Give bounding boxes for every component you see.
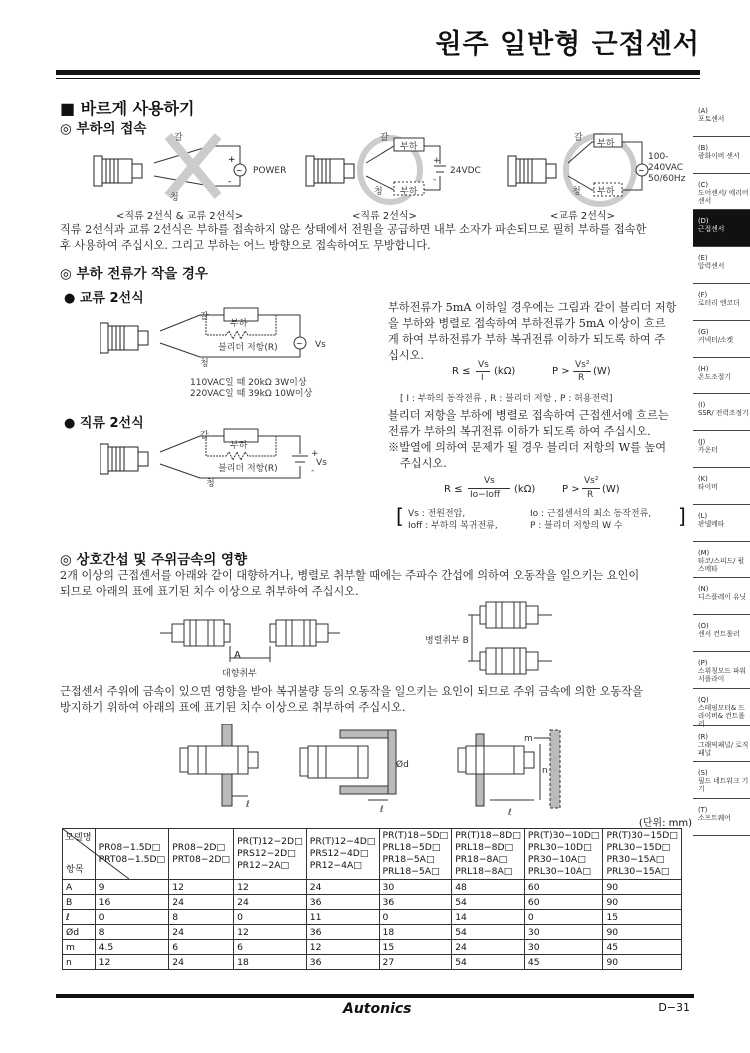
table-cell: 12	[234, 925, 307, 940]
sidebar-tab[interactable]	[693, 137, 750, 174]
dc-legend-bracket-right: ]	[678, 504, 686, 528]
dc-para-3: ※발열에 의하여 문제가 될 경우 블리더 저항의 W를 높여	[388, 441, 667, 454]
sidebar-tab[interactable]	[693, 762, 750, 799]
load-connection-heading: ◎ 부하의 접속	[60, 121, 147, 137]
table-cell: 54	[452, 955, 525, 970]
ac-2wire-heading: ● 교류 2선식	[64, 291, 144, 306]
sidebar-tab-label: 로터리 엔코더	[698, 298, 740, 307]
dc-legend-1a: Vs : 전원전압,	[408, 509, 466, 519]
load-conn-para-1: 직류 2선식과 교류 2선식은 부하를 접속하지 않은 상태에서 전원을 공급하면 내부 소자가 파손되므로 필히 부하를 접속한	[60, 223, 647, 236]
interference-para-1: 2개 이상의 근접센서를 아래와 같이 대향하거나, 병렬로 취부할 때에는 주파수 간섭에 의하여 오동작을 일으키는 요인이	[60, 569, 640, 582]
svg-text:~: ~	[296, 339, 303, 348]
table-cell: 54	[452, 925, 525, 940]
sidebar-tab-code: (G)	[698, 327, 709, 336]
model-name: PR18−8A□	[455, 854, 508, 865]
label-parallel-b: 병렬취부 B	[425, 636, 469, 646]
metal-d3-m-label: m	[524, 734, 533, 744]
table-cell: 15	[379, 940, 452, 955]
ac-para-3: 게 하여 부하전류가 부하 복귀전류 이하가 되도록 하여 주	[388, 333, 666, 346]
row-label: B	[63, 895, 96, 910]
dc-formula2-num: Vs²	[584, 476, 599, 486]
model-header-cell	[603, 829, 682, 880]
ac-formula2-bar	[573, 371, 591, 372]
metal-d3-n-label: n	[542, 766, 548, 776]
model-header-cell	[379, 829, 452, 880]
d2-brown-label: 갈	[380, 133, 389, 143]
ac-formula1-lhs: R ≤	[452, 366, 471, 377]
sidebar-tab-code: (T)	[698, 806, 708, 815]
sidebar-tab[interactable]	[693, 284, 750, 321]
model-name: PRL30−15A□	[606, 866, 670, 877]
load-conn-para-2: 후 사용하여 주십시오. 그리고 부하는 어느 방향으로 접속하여도 무방합니다.	[60, 239, 431, 252]
dc-formula2-den: R	[587, 490, 594, 500]
footer-rule	[56, 994, 694, 998]
sidebar-tab-label: 스위칭모드 파워서플라이	[698, 666, 747, 683]
ac-formula1-bar	[476, 371, 490, 372]
ac-para-4: 십시오.	[388, 349, 424, 362]
spec-table	[62, 828, 682, 970]
sidebar-tab-label: 타이머	[698, 482, 718, 491]
sidebar-tab-code: (A)	[698, 107, 708, 115]
corner-item-label: 항목	[66, 864, 84, 875]
table-cell: 24	[169, 925, 234, 940]
ac-legend: [ I : 부하의 동작전류 , R : 블리더 저항 , P : 허용전력]	[400, 394, 613, 404]
metal-para-1: 근접센서 주위에 금속이 있으면 영향을 받아 복귀불량 등의 오동작을 일으키는 요인이 되므로 주위 금속에 의한 오동작을	[60, 685, 643, 698]
ac-blue-label: 청	[200, 359, 209, 369]
sidebar-tab[interactable]	[693, 174, 750, 211]
table-cell: 27	[379, 955, 452, 970]
sidebar-tab[interactable]	[693, 100, 750, 137]
model-header-cell	[524, 829, 603, 880]
caption-ac-2wire: <교류 2선식>	[550, 211, 615, 222]
sidebar-tab-code: (L)	[698, 511, 708, 520]
d1-brown-label: 갈	[174, 133, 183, 143]
sidebar-tab-label: 온도조절기	[698, 372, 731, 381]
model-name: PR(T)30−10D□	[527, 830, 600, 841]
dc-formula1-unit: (kΩ)	[514, 484, 536, 495]
d2-blue-label: 청	[374, 187, 383, 197]
ac-load-label: 부하	[230, 319, 248, 329]
sidebar-tab-label: 카운터	[698, 446, 718, 455]
dc-formula2-bar	[582, 488, 600, 489]
sidebar-tab-label: 타코/스피드/ 펄스메타	[698, 556, 745, 573]
dc-blue-label: 청	[206, 479, 215, 489]
ac-formula2-den: R	[578, 373, 585, 383]
model-name: PRS12−4D□	[309, 848, 369, 859]
table-cell: 15	[603, 910, 682, 925]
row-label: n	[63, 955, 96, 970]
sidebar-tab-code: (O)	[698, 622, 709, 631]
table-cell: 48	[452, 880, 525, 895]
table-cell: 6	[169, 940, 234, 955]
d2-load2-label: 부하	[400, 187, 418, 197]
sidebar-tab[interactable]	[693, 468, 750, 505]
table-row	[63, 940, 682, 955]
model-name: PR(T)30−15D□	[606, 830, 678, 841]
dc-2wire-heading: ● 직류 2선식	[64, 416, 144, 431]
ac-formula1-num: Vs	[478, 360, 489, 370]
sidebar-tab-label: 도어센서/ 에리어센서	[698, 188, 749, 205]
model-name: PR(T)12−2D□	[237, 836, 303, 847]
sidebar-tab-code: (P)	[698, 658, 708, 667]
model-name: PRT08−1.5D□	[98, 854, 166, 865]
model-name: PRS12−2D□	[237, 848, 296, 859]
sidebar-tab[interactable]	[693, 726, 750, 763]
sidebar-tab-code: (H)	[698, 364, 709, 373]
title-rule-thin	[56, 78, 700, 79]
table-cell: 0	[379, 910, 452, 925]
d3-load-label: 부하	[597, 139, 615, 149]
model-name: PRL18−8A□	[455, 866, 513, 877]
metal-d3-l-label: ℓ	[508, 808, 512, 818]
table-cell: 18	[379, 925, 452, 940]
dc-legend-2a: Ioff : 부하의 복귀전류,	[408, 521, 498, 531]
svg-text:~: ~	[638, 166, 645, 175]
table-row	[63, 910, 682, 925]
table-row	[63, 880, 682, 895]
table-cell: 36	[379, 895, 452, 910]
table-cell: 9	[95, 880, 169, 895]
dc-bleeder-label: 블리더 저항(R)	[218, 464, 278, 474]
model-name: PRL30−15D□	[606, 842, 671, 853]
table-cell: 36	[306, 895, 379, 910]
dc-load-label: 부하	[230, 441, 248, 451]
small-current-heading: ◎ 부하 전류가 작을 경우	[60, 266, 208, 282]
sidebar-tab-code: (J)	[698, 438, 706, 447]
table-cell: 24	[452, 940, 525, 955]
dc-para-2: 전류가 부하의 복귀전류 이하가 되도록 하여 주십시오.	[388, 425, 651, 438]
sidebar-tab-label: 스테핑모터& 드라이버& 컨트롤러	[698, 703, 745, 728]
sidebar-tab[interactable]	[693, 615, 750, 652]
table-cell: 90	[603, 895, 682, 910]
table-cell: 0	[95, 910, 169, 925]
table-header-row	[63, 829, 682, 880]
table-cell: 8	[95, 925, 169, 940]
model-name: PR(T)12−4D□	[309, 836, 376, 847]
dc-para-4: 주십시오.	[400, 457, 447, 470]
sidebar-tab[interactable]	[693, 505, 750, 542]
table-cell: 12	[169, 880, 234, 895]
table-cell: 12	[234, 880, 307, 895]
dc-formula2-lhs: P >	[562, 484, 580, 495]
table-cell: 45	[603, 940, 682, 955]
ac-bleeder-label: 블리더 저항(R)	[218, 343, 278, 353]
svg-text:+: +	[228, 155, 236, 165]
table-cell: 0	[234, 910, 307, 925]
metal-d1-l-label: ℓ	[246, 800, 250, 810]
model-name: PR(T)18−8D□	[455, 830, 521, 841]
table-unit-label: (단위: mm)	[638, 818, 692, 829]
d1-power-label: POWER	[253, 166, 287, 176]
model-name: PRL30−10A□	[527, 866, 591, 877]
sidebar-tab-code: (S)	[698, 769, 708, 778]
sidebar-tab-code: (E)	[698, 254, 708, 263]
metal-d2-l-label: ℓ	[380, 805, 384, 815]
model-name: PRL18−5D□	[382, 842, 441, 853]
model-name: PR08−2D□	[172, 842, 226, 853]
sidebar-tab-code: (R)	[698, 732, 709, 741]
corner-model-label: 모델명	[64, 832, 92, 843]
row-label: A	[63, 880, 96, 895]
sidebar-tab[interactable]	[693, 321, 750, 358]
table-cell: 0	[524, 910, 603, 925]
sidebar-tab[interactable]	[693, 394, 750, 431]
sidebar-tab-label: 압력센서	[698, 262, 725, 271]
caption-dc-2wire: <직류 2선식>	[352, 211, 417, 222]
ac-formula2-lhs: P >	[552, 366, 570, 377]
table-cell: 12	[95, 955, 169, 970]
sidebar-tab[interactable]	[693, 689, 750, 726]
table-row	[63, 955, 682, 970]
table-row	[63, 895, 682, 910]
metal-d2-d-label: Ød	[396, 760, 409, 770]
dc-legend-bracket-left: [	[396, 504, 404, 528]
table-cell: 12	[306, 940, 379, 955]
table-cell: 36	[306, 925, 379, 940]
d3-vac2: 240VAC	[648, 163, 684, 173]
table-cell: 36	[306, 955, 379, 970]
title-rule	[56, 70, 700, 75]
category-sidebar	[693, 100, 750, 836]
table-cell: 45	[524, 955, 603, 970]
d3-load2-label: 부하	[597, 187, 615, 197]
metal-para-2: 방지하기 위하여 아래의 표에 표기된 치수 이상으로 취부하여 주십시오.	[60, 701, 406, 714]
dc-formula1-lhs: R ≤	[444, 484, 463, 495]
table-cell: 90	[603, 925, 682, 940]
dc-formula1-num: Vs	[484, 476, 495, 486]
ac-note-2: 220VAC일 때 39kΩ 10W이상	[190, 389, 313, 399]
sidebar-tab-label: 판넬메타	[698, 519, 725, 528]
d3-vac1: 100-	[648, 152, 669, 162]
model-name: PRL30−10D□	[527, 842, 592, 853]
table-cell: 30	[524, 940, 603, 955]
table-corner-cell	[63, 829, 96, 880]
table-row	[63, 925, 682, 940]
table-cell: 6	[234, 940, 307, 955]
table-cell: 11	[306, 910, 379, 925]
svg-text:-: -	[228, 177, 232, 187]
d2-minus: -	[433, 175, 437, 185]
model-header-cell	[234, 829, 307, 880]
table-cell: 16	[95, 895, 169, 910]
table-cell: 18	[234, 955, 307, 970]
row-label: Ød	[63, 925, 96, 940]
model-name: PRL18−8D□	[455, 842, 514, 853]
sidebar-tab-label: 소프트웨어	[698, 814, 731, 823]
table-cell: 24	[169, 895, 234, 910]
load-connection-diagrams	[60, 126, 690, 218]
table-cell: 90	[603, 880, 682, 895]
ac-bleeder-diagram	[100, 305, 330, 365]
model-name: PR30−10A□	[527, 854, 586, 865]
sidebar-tab[interactable]	[693, 358, 750, 395]
dc-para-1: 블리더 저항을 부하에 병렬로 접속하여 근접센서에 흐르는	[388, 409, 669, 422]
dc-plus: +	[311, 449, 319, 459]
table-cell: 54	[452, 895, 525, 910]
ac-para-1: 부하전류가 5mA 이하일 경우에는 그림과 같이 블리더 저항	[388, 301, 677, 314]
sidebar-tab-label: 광화이버 센서	[698, 151, 740, 160]
dc-formula2-unit: (W)	[602, 484, 620, 495]
sidebar-tab[interactable]	[693, 431, 750, 468]
table-cell: 24	[306, 880, 379, 895]
ac-para-2: 을 부하와 병렬로 접속하여 부하전류가 5mA 이상이 흐르	[388, 317, 666, 330]
sidebar-tab-label: 근접센서	[698, 225, 725, 234]
sidebar-tab-label: 디스플레이 유닛	[698, 593, 747, 602]
sidebar-tab[interactable]	[693, 542, 750, 579]
sidebar-tab-label: 그래픽패널/ 로직패널	[698, 740, 749, 757]
sidebar-tab-code: (M)	[698, 548, 710, 557]
table-cell: 60	[524, 895, 603, 910]
sidebar-tab-code: (F)	[698, 290, 708, 299]
ac-formula2-unit: (W)	[593, 366, 611, 377]
model-name: PR18−5A□	[382, 854, 435, 865]
sidebar-tab-label: 센서 컨트롤러	[698, 630, 740, 639]
d3-vac3: 50/60Hz	[648, 174, 686, 184]
model-name: PRL18−5A□	[382, 866, 440, 877]
dc-legend-1b: Io : 근접센서의 최소 동작전류,	[530, 509, 652, 519]
sidebar-tab-code: (K)	[698, 474, 708, 483]
sidebar-tab[interactable]	[693, 210, 750, 247]
sidebar-tab-label: 필드 네트워크 기기	[698, 777, 749, 794]
model-name: PR12−4A□	[309, 860, 362, 871]
sidebar-tab[interactable]	[693, 652, 750, 689]
model-header-cell	[169, 829, 234, 880]
sidebar-tab[interactable]	[693, 247, 750, 284]
ac-vs-label: Vs	[315, 340, 326, 350]
d2-load-label: 부하	[400, 142, 418, 152]
interference-para-2: 되므로 아래의 표에 표기된 치수 이상으로 취부하여 주십시오.	[60, 585, 359, 598]
brand-logo: Autonics	[343, 1001, 412, 1017]
model-name: PR(T)18−5D□	[382, 830, 449, 841]
dc-vs-label: Vs	[316, 458, 327, 468]
ac-formula2-num: Vs²	[575, 360, 590, 370]
sidebar-tab-code: (N)	[698, 585, 709, 594]
sidebar-tab-code: (I)	[698, 401, 706, 410]
d3-brown-label: 갈	[574, 133, 583, 143]
model-name: PR08−1.5D□	[98, 842, 161, 853]
d3-blue-label: 청	[572, 187, 581, 197]
table-cell: 90	[603, 955, 682, 970]
sidebar-tab-code: (C)	[698, 180, 709, 189]
ac-note-1: 110VAC일 때 20kΩ 3W이상	[190, 378, 307, 388]
interference-heading: ◎ 상호간섭 및 주위금속의 영향	[60, 552, 248, 568]
row-label: m	[63, 940, 96, 955]
d2-voltage-label: 24VDC	[450, 166, 481, 176]
label-face-to-face: 대향취부	[222, 669, 257, 679]
table-cell: 24	[169, 955, 234, 970]
sidebar-tab-label: 포토센서	[698, 115, 725, 123]
row-label: ℓ	[63, 910, 96, 925]
dc-minus: -	[311, 466, 315, 476]
svg-text:~: ~	[236, 166, 243, 175]
model-name: PRT08−2D□	[172, 854, 231, 865]
sidebar-tab-code: (D)	[698, 217, 709, 226]
table-cell: 14	[452, 910, 525, 925]
model-name: PR12−2A□	[237, 860, 290, 871]
page-title: 원주 일반형 근접센서	[435, 29, 700, 60]
sidebar-tab[interactable]	[693, 578, 750, 615]
ac-formula1-unit: (kΩ)	[494, 366, 516, 377]
caption-dc-ac-2wire: <직류 2선식 & 교류 2선식>	[116, 211, 244, 222]
ac-brown-label: 갈	[200, 312, 209, 322]
table-cell: 60	[524, 880, 603, 895]
model-header-cell	[452, 829, 525, 880]
table-cell: 24	[234, 895, 307, 910]
table-cell: 30	[524, 925, 603, 940]
sidebar-tab-label: 커넥터/소켓	[698, 335, 734, 344]
table-cell: 30	[379, 880, 452, 895]
model-header-cell	[306, 829, 379, 880]
dc-bleeder-diagram	[100, 428, 330, 488]
sidebar-tab-code: (B)	[698, 143, 708, 152]
dc-brown-label: 갈	[200, 431, 209, 441]
mutual-interference-diagrams	[150, 600, 570, 680]
label-a: A	[234, 650, 241, 661]
table-cell: 8	[169, 910, 234, 925]
dc-formula1-den: Io−Ioff	[470, 490, 501, 500]
sidebar-tab-code: (Q)	[698, 695, 709, 704]
dc-formula1-bar	[468, 488, 510, 489]
page-number: D−31	[658, 1001, 690, 1014]
dc-legend-2b: P : 블리더 저항의 W 수	[530, 521, 623, 531]
section-heading: ■ 바르게 사용하기	[60, 99, 195, 118]
sidebar-tab-label: SSR/ 전력조정기	[698, 409, 749, 418]
model-name: PR30−15A□	[606, 854, 665, 865]
table-cell: 4.5	[95, 940, 169, 955]
sidebar-tab[interactable]	[693, 799, 750, 836]
d1-blue-label: 청	[170, 193, 179, 203]
ac-formula1-den: I	[481, 373, 484, 383]
d2-plus: +	[433, 156, 441, 166]
